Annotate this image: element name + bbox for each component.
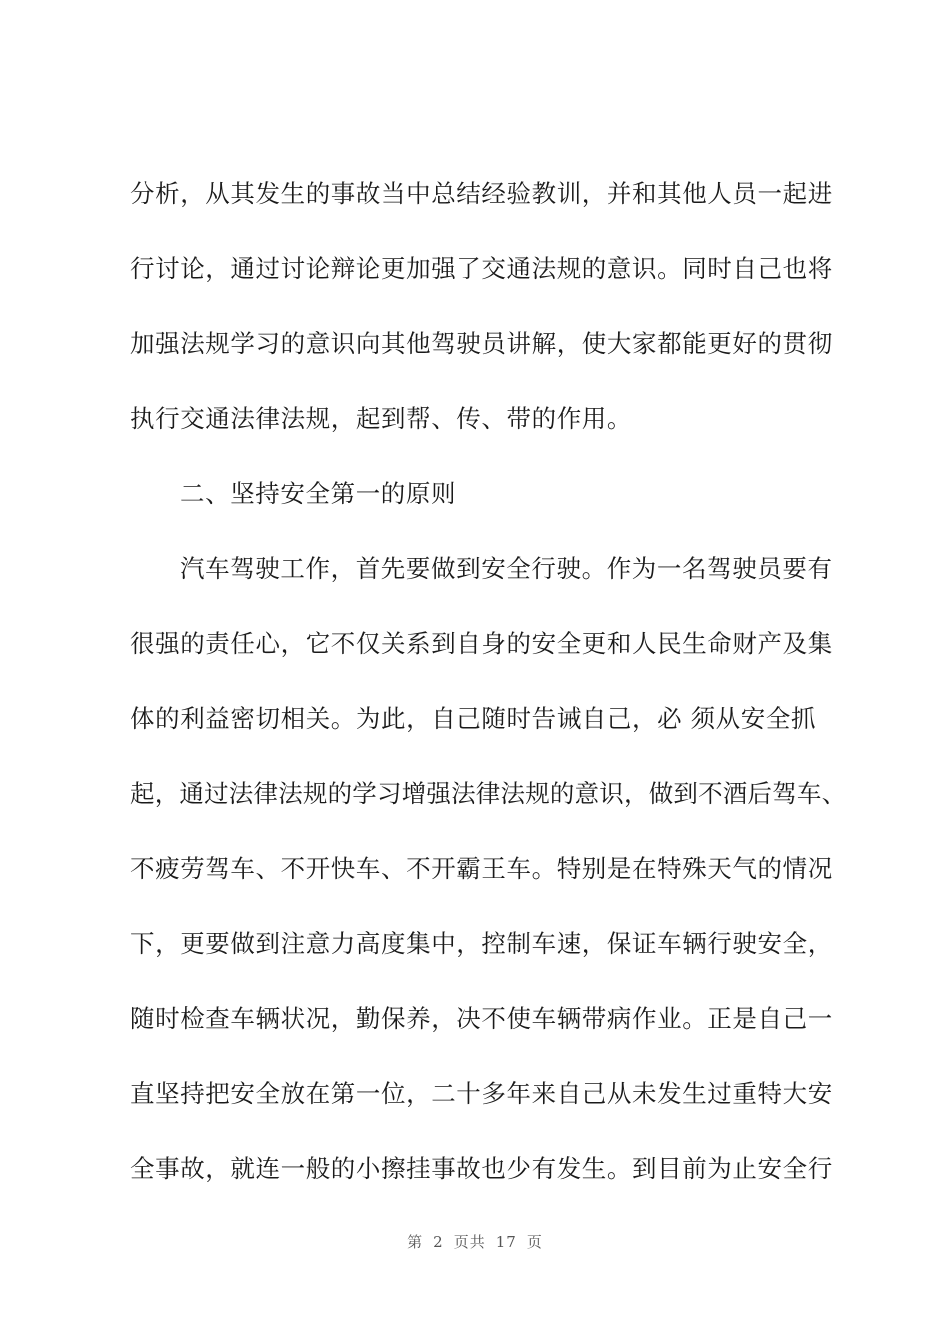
paragraph-line: 很强的责任心，它不仅关系到自身的安全更和人民生命财产及集 [130,629,833,658]
paragraph-line: 随时检查车辆状况，勤保养，决不使车辆带病作业。正是自己一 [130,1004,833,1033]
section-heading: 二、坚持安全第一的原则 [180,479,457,508]
paragraph-line: 加强法规学习的意识向其他驾驶员讲解，使大家都能更好的贯彻 [130,329,833,358]
footer-page-number: 2 [433,1233,444,1251]
paragraph-line: 不疲劳驾车、不开快车、不开霸王车。特别是在特殊天气的情况 [130,854,833,883]
footer-total-pages: 17 [495,1233,517,1251]
paragraph-line: 体的利益密切相关。为此，自己随时告诫自己，必 须从安全抓 [130,704,817,733]
paragraph-line: 起，通过法律法规的学习增强法律法规的意识，做到不酒后驾车、 [130,779,847,808]
paragraph-line: 直坚持把安全放在第一位，二十多年来自己从未发生过重特大安 [130,1079,833,1108]
paragraph-line: 汽车驾驶工作，首先要做到安全行驶。作为一名驾驶员要有 [180,554,833,583]
paragraph-line: 下，更要做到注意力高度集中，控制车速，保证车辆行驶安全， [130,929,833,958]
paragraph-line: 执行交通法律法规，起到帮、传、带的作用。 [130,404,632,433]
footer-suffix: 页 [526,1233,543,1251]
paragraph-line: 分析，从其发生的事故当中总结经验教训，并和其他人员一起进 [130,179,833,208]
footer-middle: 页共 [453,1233,486,1251]
paragraph-line: 全事故，就连一般的小擦挂事故也少有发生。到目前为止安全行 [130,1154,833,1183]
page-footer [0,1231,950,1252]
footer-prefix: 第 [407,1233,424,1251]
paragraph-line: 行讨论，通过讨论辩论更加强了交通法规的意识。同时自己也将 [130,254,833,283]
